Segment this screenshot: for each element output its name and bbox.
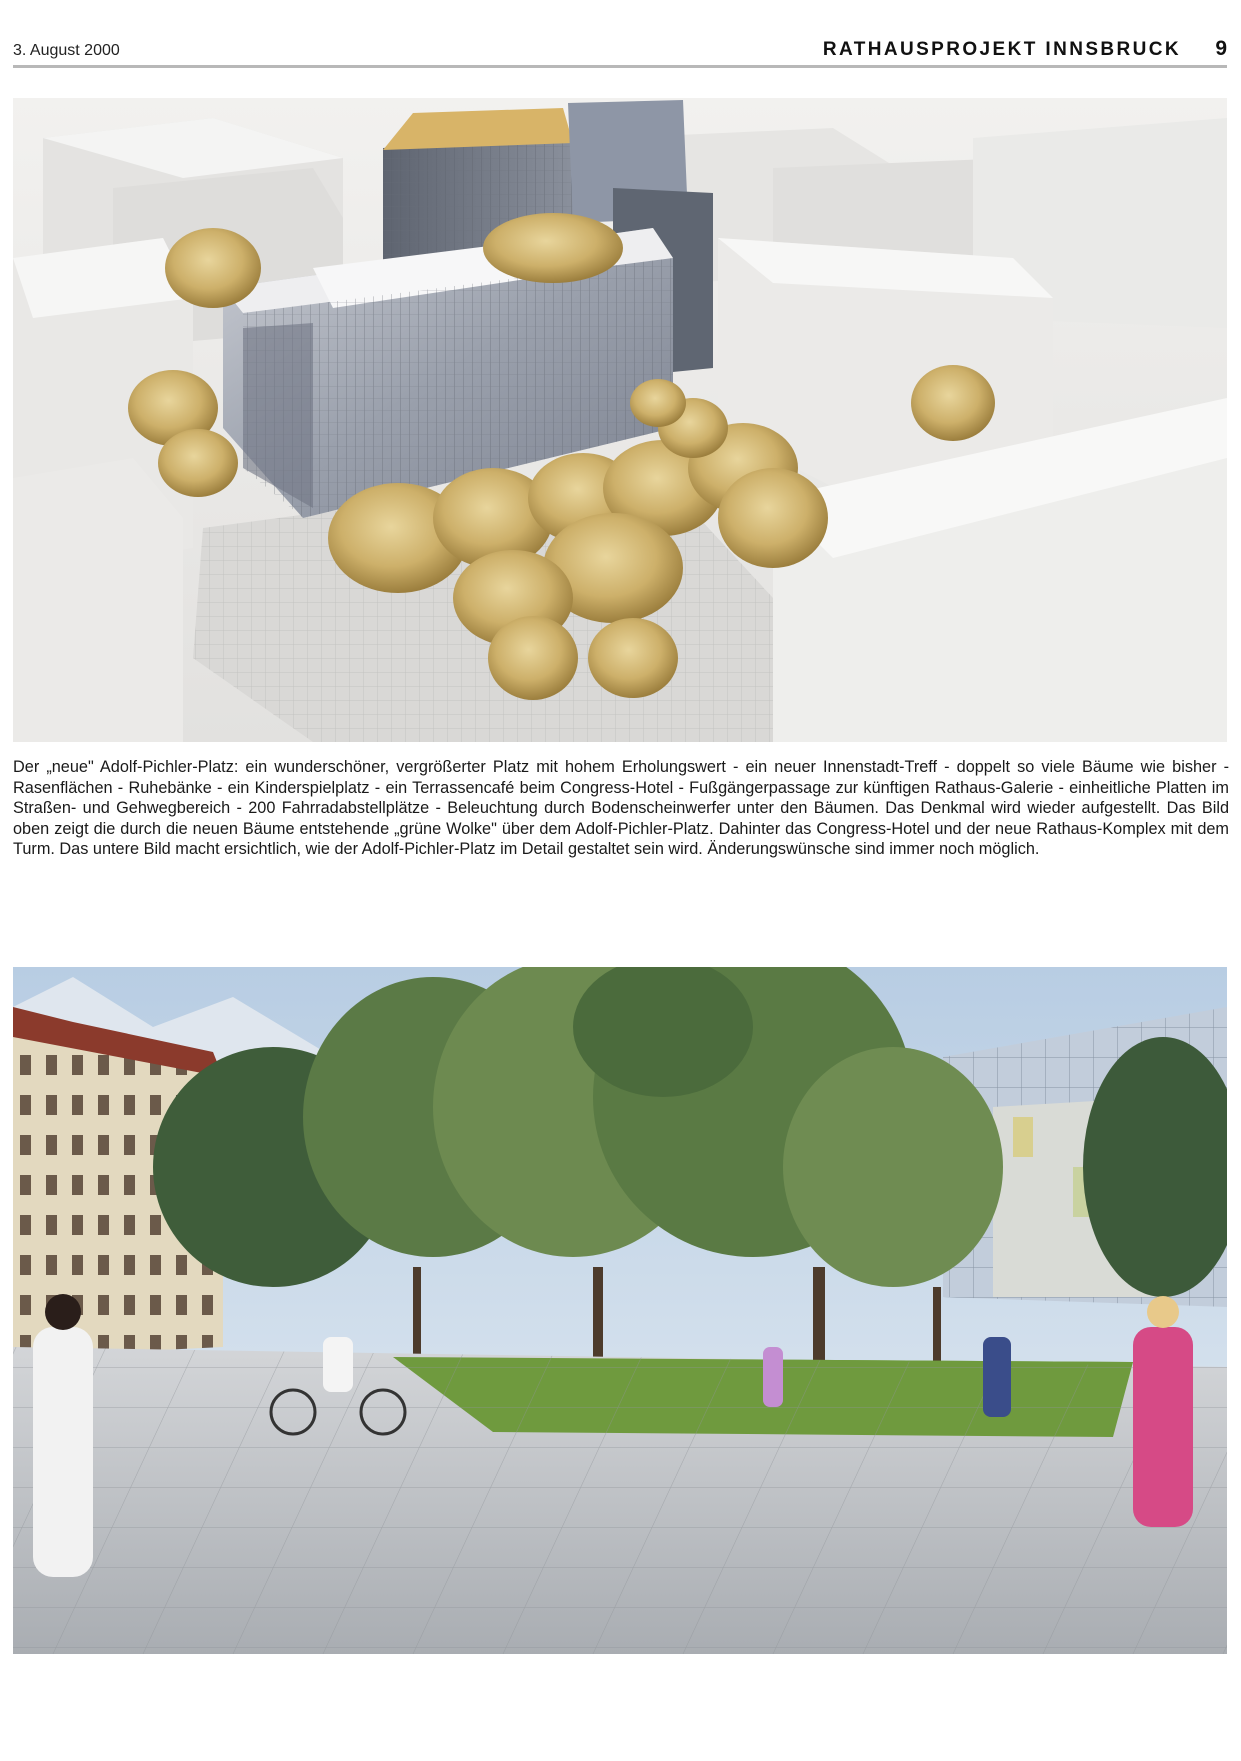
page-header bbox=[13, 38, 1227, 66]
page-number: 9 bbox=[1215, 37, 1227, 60]
issue-date: 3. August 2000 bbox=[13, 42, 120, 59]
photo-caption: Der „neue" Adolf-Pichler-Platz: ein wunderschöner, vergrößerter Platz mit hohem Erholungswert - ein neuer Innenstadt-Treff - doppelt so viele Bäume wie bisher - Rasenflächen - Ruhebänke - ein Kinderspielplatz - ein Terrassencafé beim Congress-Hotel - Fußgängerpassage zur künftigen Rathaus-Galerie - einheitliche Platten im Straßen- und Gehwegbereich - 200 Fahrradabstellplätze - Beleuchtung durch Bodenscheinwerfer unter den Bäumen. Das Denkmal wird wieder aufgestellt. Das Bild oben zeigt die durch die neuen Bäume entstehende „grüne Wolke" über dem Adolf-Pichler-Platz. Dahinter das Congress-Hotel und der neue Rathaus-Komplex mit dem Turm. Das untere Bild macht ersichtlich, wie der Adolf-Pichler-Platz im Detail gestaltet sein wird. Änderungswünsche sind immer noch möglich. bbox=[13, 758, 1229, 859]
architectural-model-photo bbox=[13, 98, 1227, 742]
section-title: RATHAUSPROJEKT INNSBRUCK bbox=[822, 39, 1181, 60]
header-rule bbox=[13, 65, 1227, 68]
plaza-rendering-photo bbox=[13, 967, 1227, 1654]
